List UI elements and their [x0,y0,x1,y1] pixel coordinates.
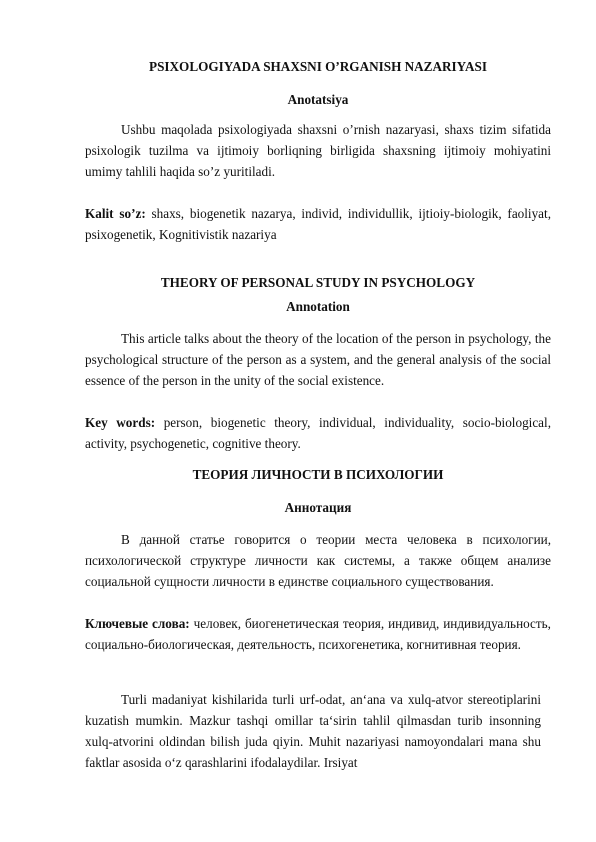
en-annotation-text: This article talks about the theory of the location of the person in psychology, the psychological structure of the person as a system, and the general analysis of the social essence of the person in the unity of the social existence. [85,331,551,388]
en-keywords-text: person, biogenetic theory, individual, individuality, socio-biological, activity, psychogenetic, cognitive theory. [85,415,551,451]
ru-annotation-text: В данной статье говорится о теории места человека в психологии, психологической структуре личности как системы, а также общем анализе социальной сущности личности в единстве социального существования. [85,532,551,589]
uz-keywords-text: shaxs, biogenetik nazarya, individ, individullik, ijtioiy-biologik, faoliyat, psixogenetik, Kognitivistik nazariya [85,206,551,242]
en-annotation-heading: Annotation [286,299,350,314]
ru-keywords-text: человек, биогенетическая теория, индивид, индивидуальность, социально-биологическая, деятельность, психогенетика, когнитивная теория. [85,616,551,652]
uz-annotation-heading: Anotatsiya [287,92,349,107]
body-paragraph: Turli madaniyat kishilaridа turli urf-odat, an‘ana va xulq-atvor stereotiplarini kuzatish mumkin. Mazkur tashqi omillar ta‘sirin tahlil qilmasdan turib insonning xulq-atvorini oldindan bilish juda qiyin. Muhit nazariyasi namoyondalari mana shu faktlar asosida o‘z qarashlarini ifodalaydilar. Irsiyat [85,692,541,770]
ru-title: ТЕОРИЯ ЛИЧНОСТИ В ПСИХОЛОГИИ [192,467,444,482]
en-keywords [85,412,551,454]
ru-keywords-label: Ключевые слова: [85,616,190,631]
ru-keywords [85,613,551,655]
uz-keywords [85,203,551,245]
en-keywords-label: Key words: [85,415,156,430]
ru-annotation-heading: Аннотация [284,500,352,515]
uz-keywords-label: Kalit so’z: [85,206,146,221]
uz-title: PSIXOLOGIYADA SHAXSNI O’RGANISH NAZARIYASI [149,59,487,74]
en-title: THEORY OF PERSONAL STUDY IN PSYCHOLOGY [160,275,476,290]
uz-annotation-text: Ushbu maqolada psixologiyada shaxsni o’rnish nazaryasi, shaxs tizim sifatida psixologik tuzilma va ijtimoiy borliqning birligida shaxsning ijtimoiy mohiyatini umimy tahlili haqida so’z yuritiladi. [85,122,551,179]
